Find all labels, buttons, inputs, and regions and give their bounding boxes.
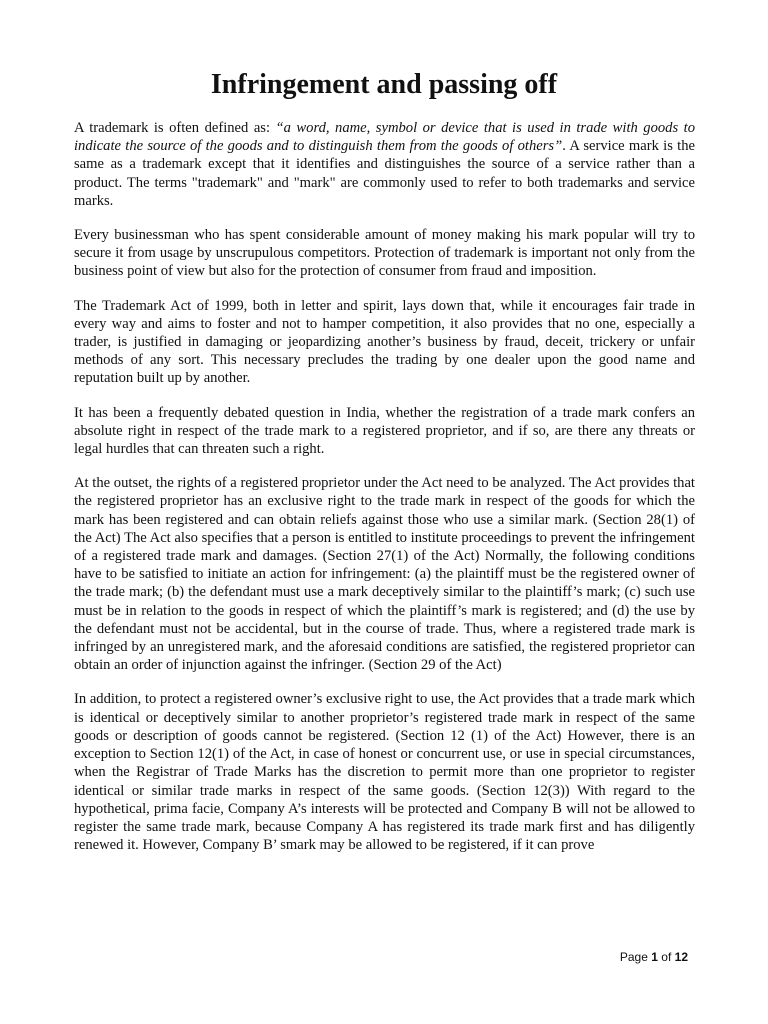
paragraph-6: In addition, to protect a registered owner’s exclusive right to use, the Act provides that a trade mark which is identical or deceptively similar to another proprietor’s registered trade mark in respect of the same goods or description of goods cannot be registered. (Section 12 (1) of the Act) However, there is an exception to Section 12(1) of the Act, in case of honest or concurrent use, or use in special circumstances, when the Registrar of Trade Marks has the discretion to permit more than one proprietor to register identical or similar trade marks in respect of the same goods. (Section 12(3)) With regard to the hypothetical, prima facie, Company A’s interests will be protected and Company B will not be allowed to register the same trade mark, because Company A has registered its trade mark first and has diligently renewed it. However, Company B’ smark may be allowed to be registered, if it can prove <box>74 691 695 854</box>
paragraph-1-rest: . A service mark is the same as a trademark except that it identifies and distinguishes the source of a service rather than a product. The terms "trademark" and "mark" are commonly used to refer to both trademarks and service marks. <box>74 138 695 209</box>
paragraph-1-intro: A trademark is often defined as: <box>74 120 276 136</box>
page-title: Infringement and passing off <box>210 69 558 100</box>
page-number-footer <box>620 949 688 965</box>
of-label: of <box>661 950 672 964</box>
paragraph-2: Every businessman who has spent considerable amount of money making his mark popular will try to secure it from usage by unscrupulous competitors. Protection of trademark is important not only from the business point of view but also for the protection of consumer from fraud and imposition. <box>74 227 695 280</box>
paragraph-3: The Trademark Act of 1999, both in letter and spirit, lays down that, while it encourages fair trade in every way and aims to foster and not to hamper competition, it also provides that no one, especially a trader, is justified in damaging or jeopardizing another’s business by fraud, deceit, trickery or unfair methods of any sort. This necessary precludes the trading by one dealer upon the good name and reputation built up by another. <box>74 297 695 387</box>
total-pages-number: 12 <box>674 950 688 964</box>
paragraph-1 <box>74 119 695 210</box>
trademark-definition-quote: “a word, name, symbol or device that is used in trade with goods to indicate the source of the goods and to distinguish them from the goods of others” <box>74 120 695 155</box>
document-body <box>74 119 695 870</box>
current-page-number: 1 <box>651 950 658 964</box>
paragraph-5: At the outset, the rights of a registered proprietor under the Act need to be analyzed. The Act provides that the registered proprietor has an exclusive right to the trade mark in respect of the goods for which the mark has been registered and can obtain reliefs against those who use a similar mark. (Section 28(1) of the Act) The Act also specifies that a person is entitled to institute proceedings to prevent the infringement of a registered trade mark and damages. (Section 27(1) of the Act) Normally, the following conditions have to be satisfied to initiate an action for infringement: (a) the plaintiff must be the registered owner of the trade mark; (b) the defendant must use a mark deceptively similar to the plaintiff’s mark; (c) such use must be in relation to the goods in respect of which the plaintiff’s mark is registered; and (d) the use by the defendant must not be accidental, but in the course of trade. Thus, where a registered trade mark is infringed by an unregistered mark, and the aforesaid conditions are satisfied, the registered proprietor can obtain an order of injunction against the infringer. (Section 29 of the Act) <box>74 475 695 674</box>
page-label: Page <box>619 950 648 964</box>
paragraph-4: It has been a frequently debated question in India, whether the registration of a trade mark confers an absolute right in respect of the trade mark to a registered proprietor, and if so, are there any threats or legal hurdles that can threaten such a right. <box>74 404 695 458</box>
